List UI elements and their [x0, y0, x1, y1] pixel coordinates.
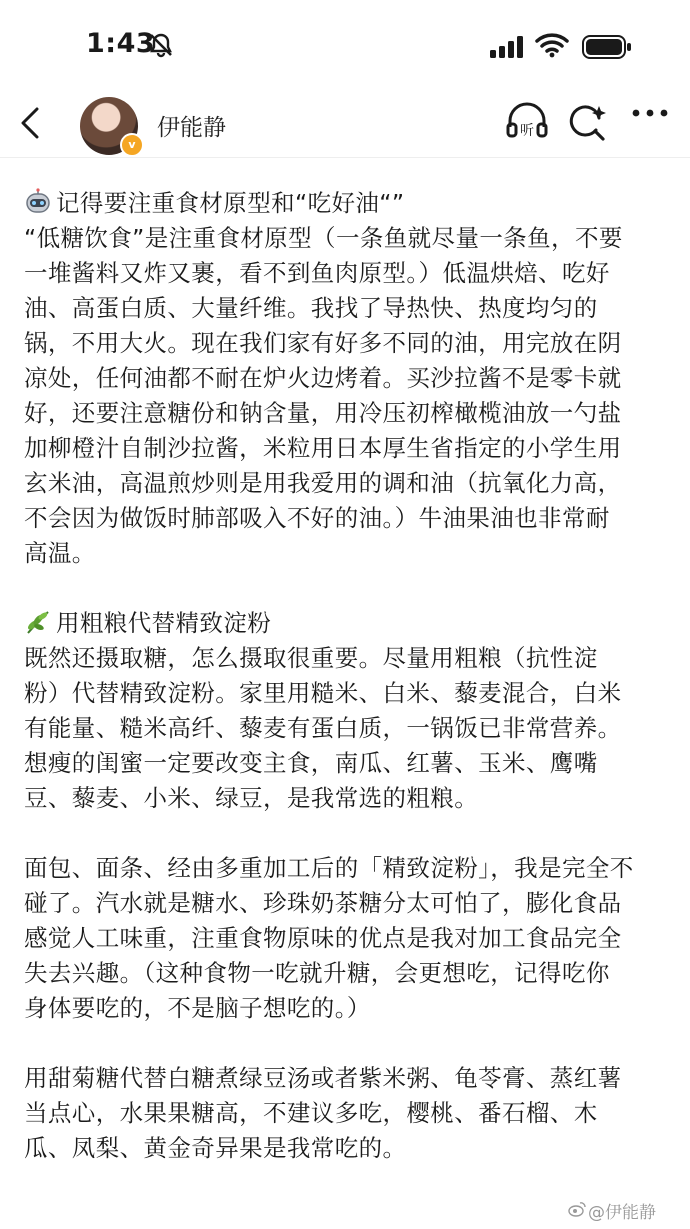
section1-line: 锅，不用大火。现在我们家有好多不同的油，用完放在阴 [24, 329, 622, 357]
section2-heading [24, 606, 674, 641]
section1-line: 玄米油，高温煎炒则是用我爱用的调和油（抗氧化力高， [24, 469, 622, 497]
section3-line: 失去兴趣。（这种食物一吃就升糖，会更想吃，记得吃你 [24, 959, 610, 987]
section4-line: 当点心，水果果糖高，不建议多吃，樱桃、番石榴、木 [24, 1099, 598, 1127]
section2-line: 有能量、糙米高纤、藜麦有蛋白质，一锅饭已非常营养。 [24, 714, 622, 742]
section2-line: 既然还摄取糖，怎么摄取很重要。尽量用粗粮（抗性淀 [24, 644, 598, 672]
paragraph-gap [24, 571, 674, 606]
section2-line: 豆、藜麦、小米、绿豆，是我常选的粗粮。 [24, 784, 479, 812]
section4-line: 瓜、凤梨、黄金奇异果是我常吃的。 [24, 1134, 407, 1162]
section3-line: 碰了。汽水就是糖水、珍珠奶茶糖分太可怕了，膨化食品 [24, 889, 622, 917]
battery-icon [582, 35, 632, 59]
wifi-icon [535, 32, 569, 58]
section2-line: 粉）代替精致淀粉。家里用糙米、白米、藜麦混合，白米 [24, 679, 622, 707]
section1-line: 不会因为做饭时肺部吸入不好的油。）牛油果油也非常耐 [24, 504, 610, 532]
section1-line: 凉处，任何油都不耐在炉火边烤着。买沙拉酱不是零卡就 [24, 364, 622, 392]
section1-line: 高温。 [24, 539, 96, 567]
back-arrow-icon[interactable] [18, 105, 42, 141]
section3-line: 面包、面条、经由多重加工后的「精致淀粉」，我是完全不 [24, 854, 634, 882]
section1-line: 加柳橙汁自制沙拉酱，米粒用日本厚生省指定的小学生用 [24, 434, 622, 462]
weibo-logo-icon [568, 1201, 586, 1217]
svg-text:听: 听 [520, 123, 534, 139]
more-options-icon[interactable] [630, 107, 670, 119]
watermark: @伊能静 [588, 1203, 656, 1223]
section3-line: 身体要吃的，不是脑子想吃的。） [24, 994, 371, 1022]
herb-emoji-icon [24, 608, 52, 636]
section2-line: 想瘦的闺蜜一定要改变主食，南瓜、红薯、玉米、鹰嘴 [24, 749, 598, 777]
section3-line: 感觉人工味重，注重食物原味的优点是我对加工食品完全 [24, 924, 622, 952]
section2-heading-text: 用粗粮代替精致淀粉 [56, 609, 272, 637]
post-content [24, 186, 674, 1166]
verified-badge-icon: v [120, 133, 144, 157]
section1-line: 油、高蛋白质、大量纤维。我找了导热快、热度均匀的 [24, 294, 598, 322]
ai-search-icon[interactable] [568, 103, 608, 143]
cellular-signal-icon [490, 36, 526, 58]
status-bar [0, 0, 690, 95]
section4-line: 用甜菊糖代替白糖煮绿豆汤或者紫米粥、龟苓膏、蒸红薯 [24, 1064, 622, 1092]
section1-heading [24, 186, 674, 221]
robot-emoji-icon [24, 188, 52, 216]
section1-line: 好，还要注意糖份和钠含量，用冷压初榨橄榄油放一勺盐 [24, 399, 622, 427]
paragraph-gap [24, 1026, 674, 1061]
listen-icon[interactable] [505, 101, 549, 141]
nav-bar [0, 95, 690, 158]
section1-line: 一堆酱料又炸又裹，看不到鱼肉原型。）低温烘焙、吃好 [24, 259, 610, 287]
section1-line: “低糖饮食”是注重食材原型（一条鱼就尽量一条鱼，不要 [24, 224, 623, 252]
paragraph-gap [24, 816, 674, 851]
status-time: 1:43 [86, 28, 156, 59]
section1-heading-text: 记得要注重食材原型和“吃好油“” [56, 189, 405, 217]
bell-slash-icon [148, 32, 174, 58]
username[interactable]: 伊能静 [157, 115, 226, 141]
